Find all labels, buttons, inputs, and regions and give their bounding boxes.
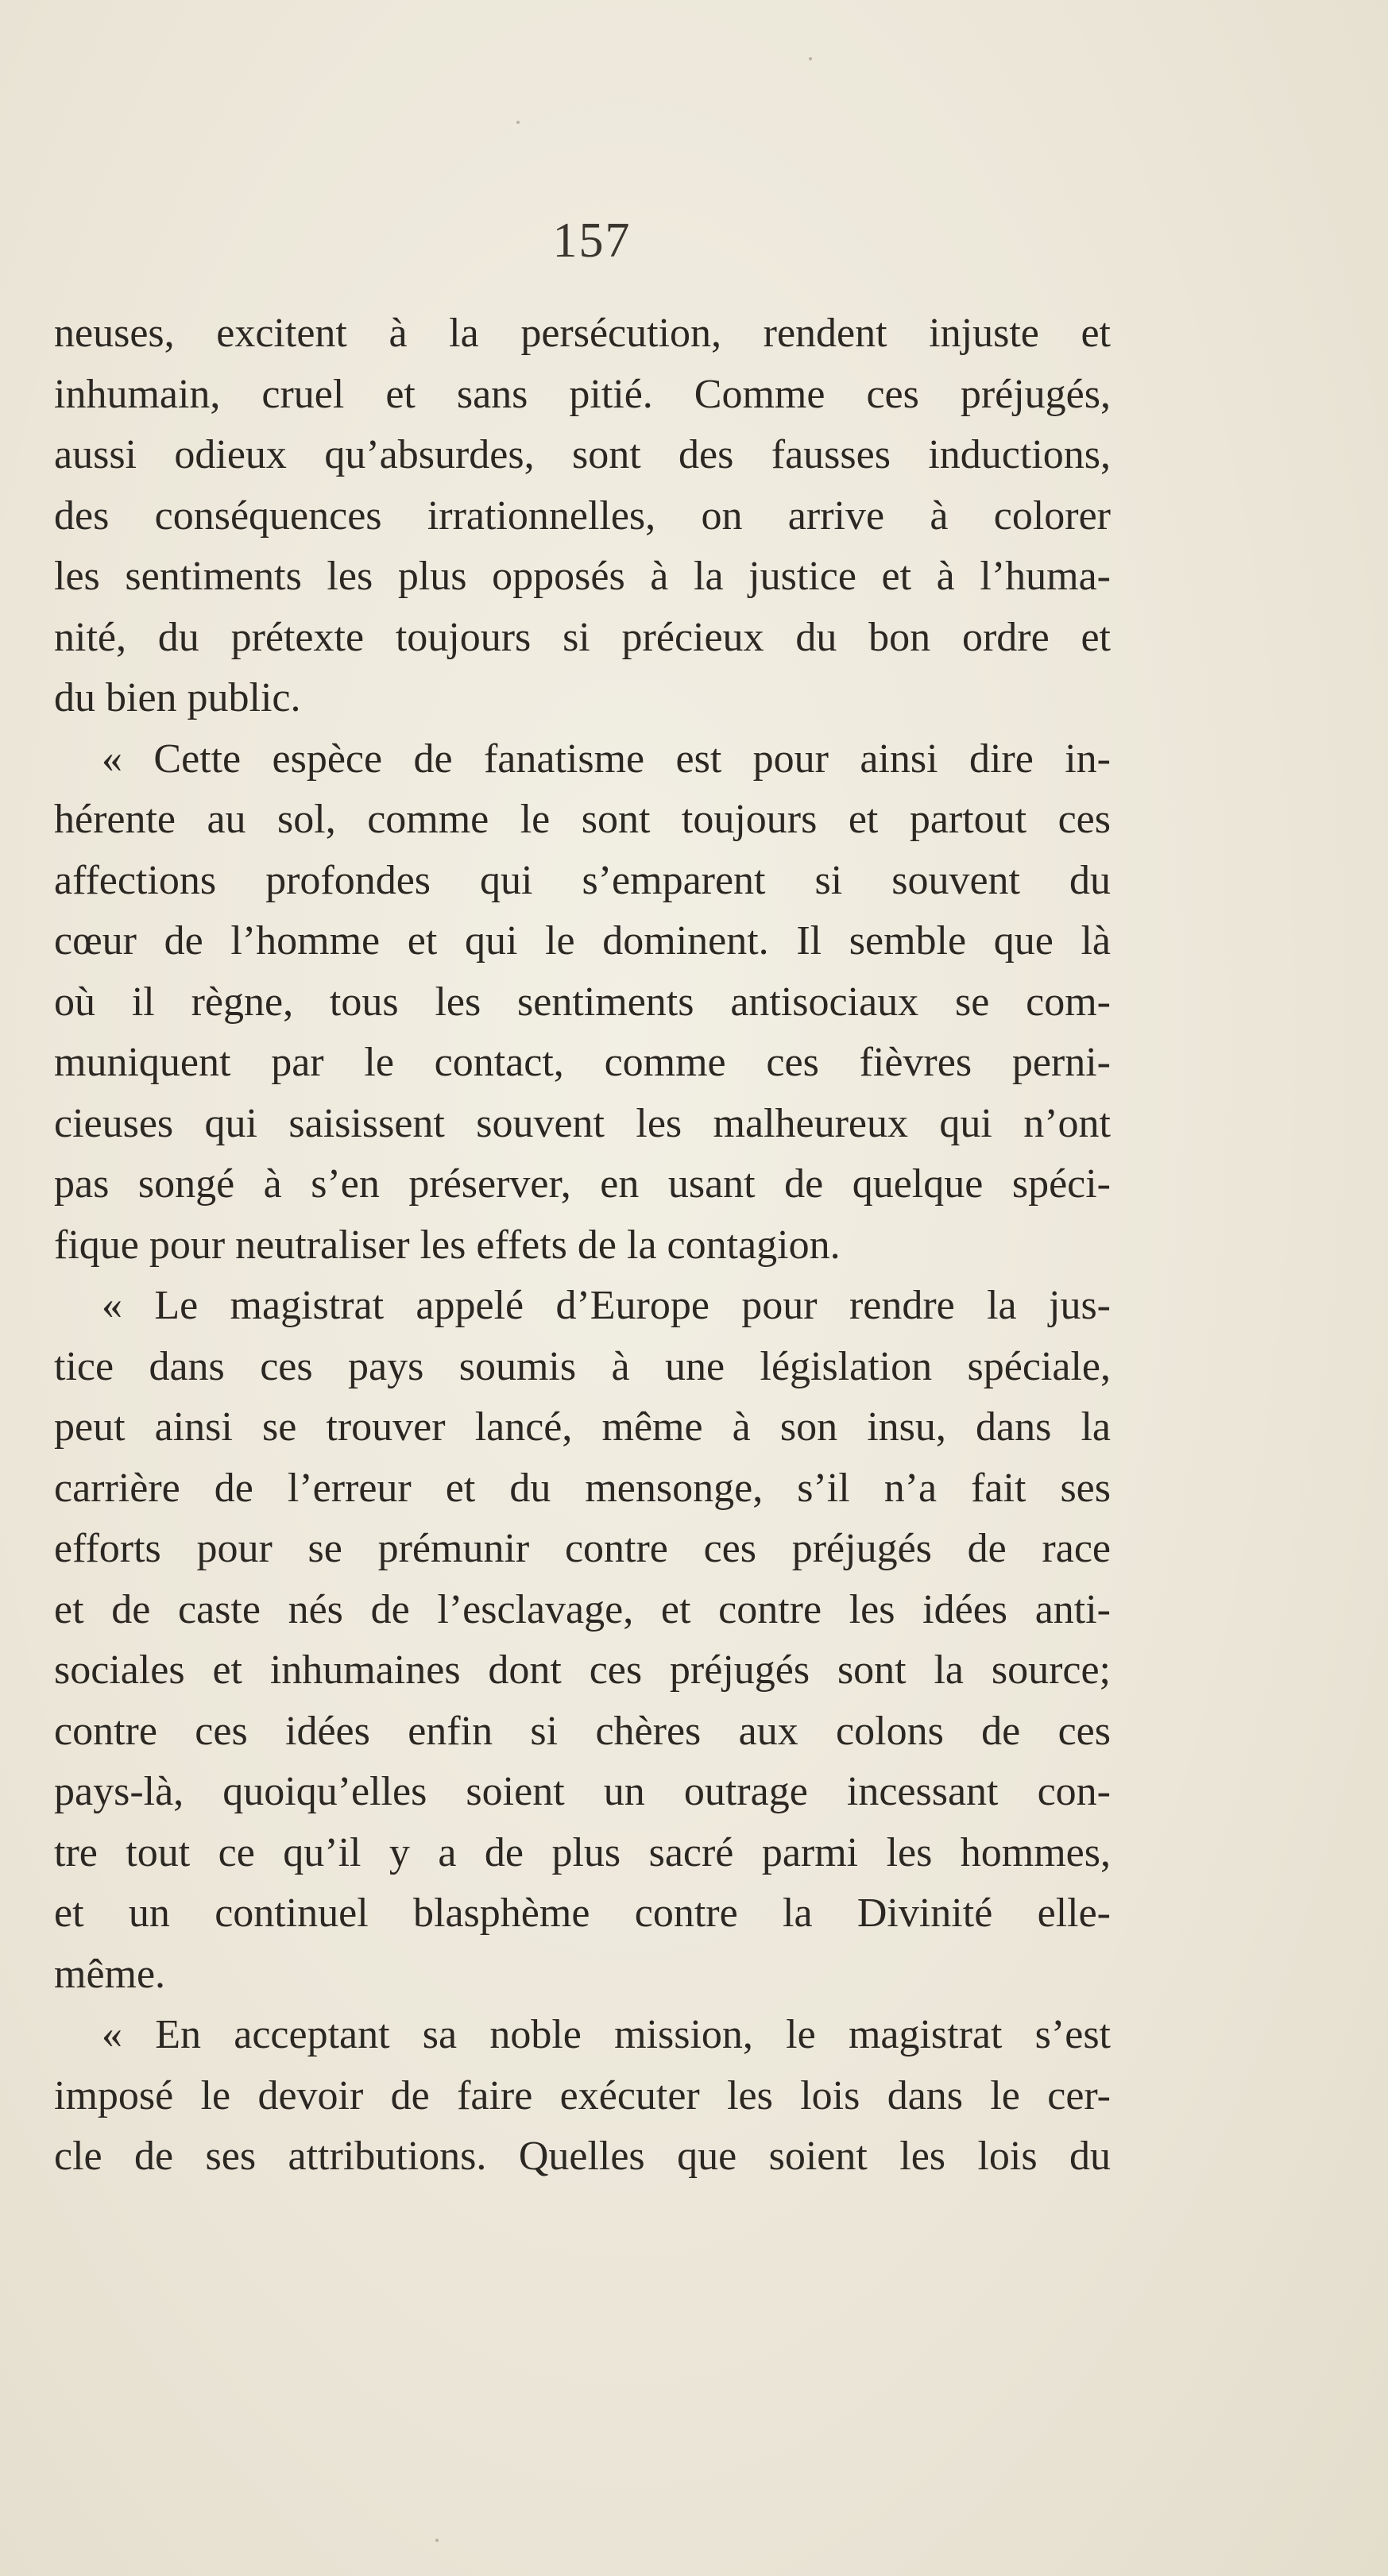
text-line: imposé le devoir de faire exécuter les lois dans le cer- xyxy=(54,2072,1111,2118)
text-line: aussi odieux qu’absurdes, sont des fausses inductions, xyxy=(54,432,1111,477)
text-line: nité, du prétexte toujours si précieux du bon ordre et xyxy=(54,614,1111,660)
text-line: peut ainsi se trouver lancé, même à son insu, dans la xyxy=(54,1404,1111,1450)
paper-speck xyxy=(435,2539,439,2542)
text-line: où il règne, tous les sentiments antisociaux se com- xyxy=(54,979,1111,1025)
paper-speck xyxy=(809,57,812,60)
text-line: cœur de l’homme et qui le dominent. Il semble que là xyxy=(54,918,1111,964)
text-line: tre tout ce qu’il y a de plus sacré parmi les hommes, xyxy=(54,1829,1111,1875)
text-line: « En acceptant sa noble mission, le magistrat s’est xyxy=(102,2012,1111,2057)
page-number: 157 xyxy=(552,214,632,268)
text-line: sociales et inhumaines dont ces préjugés sont la source; xyxy=(54,1647,1111,1693)
text-line: pays-là, quoiqu’elles soient un outrage incessant con- xyxy=(54,1769,1111,1814)
text-line: et un continuel blasphème contre la Divinité elle- xyxy=(54,1890,1111,1936)
text-line: et de caste nés de l’esclavage, et contre les idées anti- xyxy=(54,1586,1111,1632)
text-line: fique pour neutraliser les effets de la contagion. xyxy=(54,1222,841,1268)
text-line: même. xyxy=(54,1951,166,1997)
text-line: « Le magistrat appelé d’Europe pour rendre la jus- xyxy=(102,1283,1111,1328)
text-line: les sentiments les plus opposés à la justice et à l’huma- xyxy=(54,554,1111,599)
text-line: neuses, excitent à la persécution, rendent injuste et xyxy=(54,311,1111,356)
text-line: carrière de l’erreur et du mensonge, s’il n’a fait ses xyxy=(54,1465,1111,1511)
text-line: contre ces idées enfin si chères aux colons de ces xyxy=(54,1708,1111,1754)
text-line: inhumain, cruel et sans pitié. Comme ces préjugés, xyxy=(54,371,1111,417)
text-line: affections profondes qui s’emparent si souvent du xyxy=(54,857,1111,903)
text-line: des conséquences irrationnelles, on arrive à colorer xyxy=(54,492,1111,539)
text-line: du bien public. xyxy=(54,675,301,720)
text-line: tice dans ces pays soumis à une législation spéciale, xyxy=(54,1343,1111,1389)
text-line: hérente au sol, comme le sont toujours et partout ces xyxy=(54,797,1111,842)
text-line: pas songé à s’en préserver, en usant de quelque spéci- xyxy=(54,1161,1111,1207)
body-text xyxy=(54,303,1111,2188)
text-line: cieuses qui saisissent souvent les malheureux qui n’ont xyxy=(54,1100,1111,1146)
text-line: efforts pour se prémunir contre ces préjugés de race xyxy=(54,1526,1111,1571)
text-line: cle de ses attributions. Quelles que soient les lois du xyxy=(54,2134,1111,2179)
text-line: « Cette espèce de fanatisme est pour ainsi dire in- xyxy=(102,736,1111,782)
paper-speck xyxy=(516,121,520,124)
text-line: muniquent par le contact, comme ces fièvres perni- xyxy=(54,1040,1111,1085)
